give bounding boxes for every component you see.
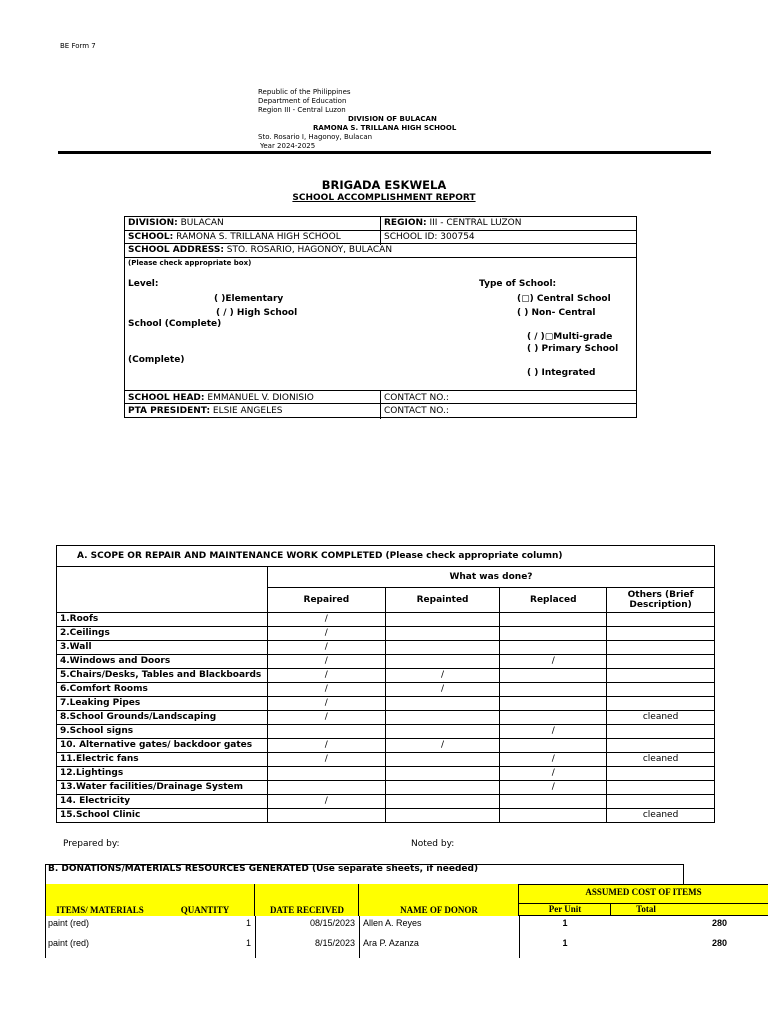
table-row (57, 753, 715, 767)
repaired-cell: / (267, 613, 385, 627)
letterhead-line1: Republic of the Philippines (258, 88, 351, 96)
multigrade-option[interactable]: ( / )▢Multi-grade (527, 332, 613, 342)
high-school-option[interactable]: ( / ) High School (216, 308, 298, 318)
repaired-cell: / (267, 711, 385, 725)
repair-work-table (56, 545, 715, 823)
replaced-cell (500, 641, 607, 655)
section-a-title: A. SCOPE OR REPAIR AND MAINTENANCE WORK COMPLETED (Please check appropriate column) (57, 546, 715, 567)
region-field: REGION: III - CENTRAL LUZON (384, 218, 522, 228)
replaced-cell: / (500, 655, 607, 669)
table-row (57, 767, 715, 781)
table-row (57, 795, 715, 809)
repaired-cell (267, 809, 385, 823)
donation-quantity: 1 (245, 918, 251, 928)
row-item-label: 3.Wall (57, 641, 268, 655)
replaced-cell (500, 739, 607, 753)
letterhead-division: DIVISION OF BULACAN (348, 115, 437, 123)
donation-quantity: 1 (245, 938, 251, 948)
central-school-option[interactable]: (▢) Central School (517, 294, 611, 304)
repaired-cell: / (267, 655, 385, 669)
repainted-cell (385, 725, 500, 739)
replaced-header: Replaced (500, 588, 607, 613)
form-label: BE Form 7 (60, 42, 96, 50)
letterhead-year: Year 2024-2025 (260, 142, 316, 150)
report-subtitle: SCHOOL ACCOMPLISHMENT REPORT (292, 193, 476, 203)
repaired-cell: / (267, 753, 385, 767)
others-cell (607, 655, 715, 669)
repainted-cell (385, 613, 500, 627)
replaced-cell: / (500, 753, 607, 767)
row-item-label: 9.School signs (57, 725, 268, 739)
repainted-cell: / (385, 683, 500, 697)
primary-school-option[interactable]: ( ) Primary School (527, 344, 619, 354)
contact-no-pta: CONTACT NO.: (384, 406, 449, 416)
repainted-cell (385, 781, 500, 795)
noted-by-label: Noted by: (411, 839, 455, 849)
school-info-box (124, 216, 637, 418)
elementary-option[interactable]: ( )Elementary (214, 294, 284, 304)
donation-date: 08/15/2023 (309, 918, 355, 928)
donation-per-unit: 1 (562, 918, 568, 928)
row-item-label: 4.Windows and Doors (57, 655, 268, 669)
replaced-cell (500, 613, 607, 627)
row-item-label: 8.School Grounds/Landscaping (57, 711, 268, 725)
replaced-cell (500, 697, 607, 711)
check-note: (Please check appropriate box) (128, 259, 252, 267)
replaced-cell: / (500, 725, 607, 739)
table-row (57, 627, 715, 641)
table-row (57, 711, 715, 725)
quantity-header: QUANTITY (180, 905, 230, 915)
others-cell: cleaned (607, 753, 715, 767)
row-item-label: 6.Comfort Rooms (57, 683, 268, 697)
item-header-blank (57, 567, 268, 613)
replaced-cell (500, 711, 607, 725)
complete-text: (Complete) (128, 355, 185, 365)
others-cell (607, 627, 715, 641)
items-materials-header: ITEMS/ MATERIALS (56, 905, 144, 915)
others-cell (607, 795, 715, 809)
repaired-cell: / (267, 697, 385, 711)
repainted-cell (385, 795, 500, 809)
pta-president-field: PTA PRESIDENT: ELSIE ANGELES (128, 406, 283, 416)
date-received-header: DATE RECEIVED (269, 905, 345, 915)
letterhead-address: Sto. Rosario I, Hagonoy, Bulacan (258, 133, 373, 141)
repainted-cell: / (385, 739, 500, 753)
repaired-header: Repaired (267, 588, 385, 613)
row-item-label: 14. Electricity (57, 795, 268, 809)
row-item-label: 2.Ceilings (57, 627, 268, 641)
repainted-cell (385, 697, 500, 711)
donation-item: paint (red) (48, 918, 90, 928)
replaced-cell (500, 669, 607, 683)
integrated-option[interactable]: ( ) Integrated (527, 368, 596, 378)
school-field: SCHOOL: RAMONA S. TRILLANA HIGH SCHOOL (128, 232, 341, 242)
others-cell (607, 669, 715, 683)
replaced-cell (500, 683, 607, 697)
others-cell: cleaned (607, 809, 715, 823)
table-row (57, 739, 715, 753)
school-complete-text: School (Complete) (128, 319, 222, 329)
table-row (57, 781, 715, 795)
row-item-label: 7.Leaking Pipes (57, 697, 268, 711)
repainted-cell (385, 711, 500, 725)
others-cell (607, 613, 715, 627)
others-cell (607, 739, 715, 753)
donation-donor: Ara P. Azanza (363, 938, 419, 948)
table-row (57, 725, 715, 739)
others-cell (607, 683, 715, 697)
prepared-by-label: Prepared by: (63, 839, 120, 849)
repaired-cell: / (267, 669, 385, 683)
donation-item: paint (red) (48, 938, 90, 948)
replaced-cell: / (500, 767, 607, 781)
what-was-done-header: What was done? (267, 567, 714, 588)
table-row (57, 641, 715, 655)
repainted-cell: / (385, 669, 500, 683)
repaired-cell: / (267, 683, 385, 697)
repainted-header: Repainted (385, 588, 500, 613)
row-item-label: 13.Water facilities/Drainage System (57, 781, 268, 795)
table-row (57, 669, 715, 683)
row-item-label: 12.Lightings (57, 767, 268, 781)
repaired-cell (267, 725, 385, 739)
repaired-cell: / (267, 795, 385, 809)
repainted-cell (385, 753, 500, 767)
contact-no-head: CONTACT NO.: (384, 393, 449, 403)
total-header: Total (636, 904, 656, 914)
table-row (57, 809, 715, 823)
donor-name-header: NAME OF DONOR (400, 905, 478, 915)
row-item-label: 5.Chairs/Desks, Tables and Blackboards (57, 669, 268, 683)
row-item-label: 11.Electric fans (57, 753, 268, 767)
donation-date: 8/15/2023 (314, 938, 355, 948)
table-row (57, 683, 715, 697)
row-item-label: 15.School Clinic (57, 809, 268, 823)
section-b-title: B. DONATIONS/MATERIALS RESOURCES GENERATED (Use separate sheets, if needed) (48, 864, 479, 874)
repainted-cell (385, 809, 500, 823)
header-rule (58, 151, 711, 154)
letterhead-line3: Region III - Central Luzon (258, 106, 346, 114)
assumed-cost-header: ASSUMED COST OF ITEMS (585, 887, 702, 897)
address-field: SCHOOL ADDRESS: STO. ROSARIO, HAGONOY, BULACAN (128, 245, 393, 255)
donation-per-unit: 1 (562, 938, 568, 948)
others-header: Others (Brief Description) (607, 588, 715, 613)
table-row (57, 697, 715, 711)
others-cell (607, 767, 715, 781)
others-cell (607, 641, 715, 655)
donation-total: 280 (711, 918, 727, 928)
row-item-label: 10. Alternative gates/ backdoor gates (57, 739, 268, 753)
replaced-cell (500, 795, 607, 809)
replaced-cell (500, 809, 607, 823)
repaired-cell (267, 781, 385, 795)
donation-donor: Allen A. Reyes (363, 918, 422, 928)
per-unit-header: Per Unit (548, 904, 582, 914)
repainted-cell (385, 627, 500, 641)
division-field: DIVISION: BULACAN (128, 218, 224, 228)
letterhead-school: RAMONA S. TRILLANA HIGH SCHOOL (313, 124, 457, 132)
repainted-cell (385, 767, 500, 781)
others-cell (607, 725, 715, 739)
replaced-cell: / (500, 781, 607, 795)
repaired-cell: / (267, 739, 385, 753)
report-title: BRIGADA ESKWELA (321, 178, 447, 192)
repaired-cell: / (267, 641, 385, 655)
donation-total: 280 (711, 938, 727, 948)
repaired-cell: / (267, 627, 385, 641)
letterhead-line2: Department of Education (258, 97, 347, 105)
repainted-cell (385, 641, 500, 655)
row-item-label: 1.Roofs (57, 613, 268, 627)
repaired-cell (267, 767, 385, 781)
others-cell (607, 697, 715, 711)
type-label: Type of School: (479, 279, 557, 289)
table-row (57, 613, 715, 627)
others-cell: cleaned (607, 711, 715, 725)
school-id-field: SCHOOL ID: 300754 (384, 232, 475, 242)
non-central-option[interactable]: ( ) Non- Central (517, 308, 596, 318)
school-head-field: SCHOOL HEAD: EMMANUEL V. DIONISIO (128, 393, 314, 403)
table-row (57, 655, 715, 669)
replaced-cell (500, 627, 607, 641)
others-cell (607, 781, 715, 795)
repainted-cell (385, 655, 500, 669)
level-label: Level: (128, 279, 159, 289)
